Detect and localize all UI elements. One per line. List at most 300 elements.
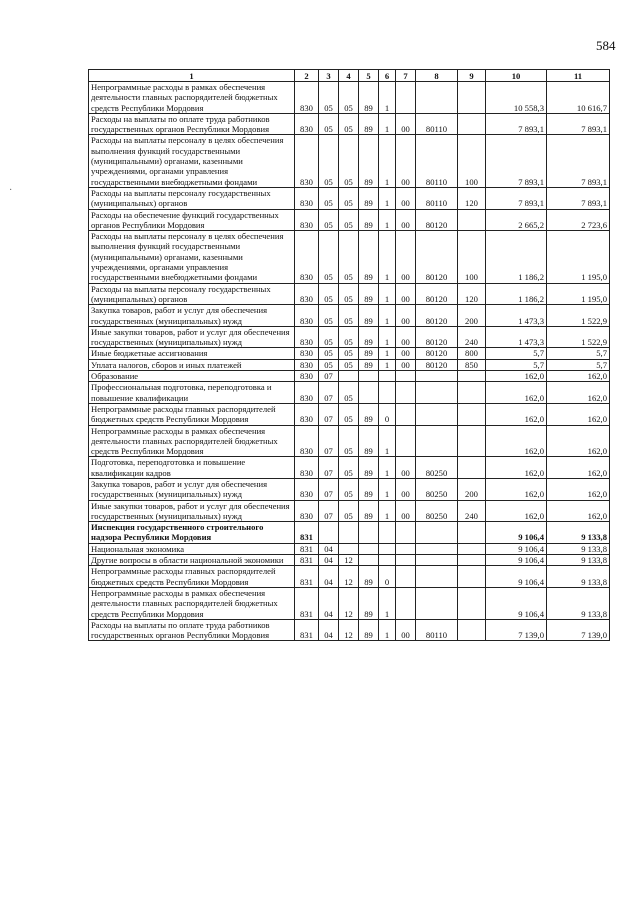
amount-cell: 7 893,1 [547, 187, 610, 209]
code-cell: 05 [319, 113, 339, 135]
amount-cell: 9 106,4 [486, 555, 547, 566]
table-row [89, 403, 610, 425]
amount-cell: 9 106,4 [486, 587, 547, 619]
code-cell: 80250 [416, 478, 458, 500]
row-label: Расходы на выплаты по оплате труда работников государственных органов Республики Мордовия [89, 619, 295, 641]
column-header: 5 [359, 70, 379, 82]
code-cell: 830 [295, 135, 319, 187]
code-cell: 89 [359, 403, 379, 425]
code-cell: 1 [379, 619, 396, 641]
code-cell: 05 [319, 326, 339, 348]
table-row [89, 371, 610, 382]
code-cell [359, 371, 379, 382]
code-cell [416, 587, 458, 619]
row-label: Инспекция государственного строительного надзора Республики Мордовия [89, 522, 295, 544]
code-cell: 05 [339, 359, 359, 370]
amount-cell: 9 133,8 [547, 543, 610, 554]
code-cell [396, 543, 416, 554]
code-cell [396, 382, 416, 404]
code-cell: 05 [339, 187, 359, 209]
code-cell: 89 [359, 425, 379, 457]
amount-cell: 1 473,3 [486, 305, 547, 327]
amount-cell: 2 723,6 [547, 209, 610, 231]
table-row [89, 209, 610, 231]
code-cell [339, 543, 359, 554]
code-cell: 00 [396, 348, 416, 359]
code-cell [458, 457, 486, 479]
code-cell [396, 522, 416, 544]
code-cell: 100 [458, 231, 486, 283]
amount-cell: 1 186,2 [486, 283, 547, 305]
code-cell: 05 [319, 82, 339, 114]
amount-cell: 162,0 [547, 457, 610, 479]
table-row [89, 619, 610, 641]
amount-cell: 162,0 [547, 425, 610, 457]
code-cell: 830 [295, 425, 319, 457]
header-row [89, 70, 610, 82]
code-cell: 00 [396, 305, 416, 327]
amount-cell: 7 893,1 [486, 135, 547, 187]
amount-cell: 1 522,9 [547, 305, 610, 327]
code-cell [359, 382, 379, 404]
code-cell: 89 [359, 283, 379, 305]
code-cell [416, 371, 458, 382]
row-label: Другие вопросы в области национальной экономики [89, 555, 295, 566]
table-row [89, 555, 610, 566]
amount-cell: 2 665,2 [486, 209, 547, 231]
code-cell: 05 [339, 135, 359, 187]
code-cell: 800 [458, 348, 486, 359]
row-label: Непрограммные расходы в рамках обеспечения деятельности главных распорядителей бюджетных средств Республики Мордовия [89, 425, 295, 457]
code-cell: 89 [359, 359, 379, 370]
code-cell: 05 [319, 231, 339, 283]
code-cell [416, 82, 458, 114]
amount-cell: 10 558,3 [486, 82, 547, 114]
code-cell: 05 [339, 478, 359, 500]
code-cell: 04 [319, 587, 339, 619]
code-cell: 830 [295, 457, 319, 479]
code-cell [379, 522, 396, 544]
code-cell: 05 [339, 425, 359, 457]
code-cell: 89 [359, 500, 379, 522]
code-cell [416, 555, 458, 566]
table-row [89, 587, 610, 619]
table-row [89, 382, 610, 404]
code-cell: 05 [339, 326, 359, 348]
code-cell: 80120 [416, 359, 458, 370]
code-cell: 1 [379, 305, 396, 327]
table-row [89, 425, 610, 457]
margin-mark: · [9, 185, 13, 196]
code-cell [458, 82, 486, 114]
code-cell: 831 [295, 587, 319, 619]
amount-cell: 162,0 [547, 478, 610, 500]
amount-cell: 7 893,1 [547, 135, 610, 187]
code-cell: 831 [295, 522, 319, 544]
code-cell: 1 [379, 209, 396, 231]
code-cell: 05 [339, 305, 359, 327]
code-cell: 05 [339, 457, 359, 479]
code-cell [458, 566, 486, 588]
amount-cell: 7 893,1 [547, 113, 610, 135]
column-header: 10 [486, 70, 547, 82]
code-cell [339, 371, 359, 382]
row-label: Национальная экономика [89, 543, 295, 554]
code-cell: 240 [458, 326, 486, 348]
code-cell: 80110 [416, 113, 458, 135]
code-cell: 05 [319, 209, 339, 231]
amount-cell: 162,0 [486, 425, 547, 457]
code-cell: 89 [359, 231, 379, 283]
table-row [89, 348, 610, 359]
row-label: Закупка товаров, работ и услуг для обеспечения государственных (муниципальных) нужд [89, 305, 295, 327]
code-cell: 120 [458, 187, 486, 209]
code-cell: 04 [319, 555, 339, 566]
code-cell: 1 [379, 587, 396, 619]
code-cell: 00 [396, 326, 416, 348]
column-header: 11 [547, 70, 610, 82]
row-label: Расходы на обеспечение функций государственных органов Республики Мордовия [89, 209, 295, 231]
row-label: Уплата налогов, сборов и иных платежей [89, 359, 295, 370]
code-cell: 1 [379, 457, 396, 479]
code-cell [359, 522, 379, 544]
code-cell: 80110 [416, 187, 458, 209]
code-cell: 05 [339, 209, 359, 231]
amount-cell: 5,7 [547, 359, 610, 370]
code-cell: 1 [379, 348, 396, 359]
code-cell: 05 [319, 283, 339, 305]
code-cell [339, 522, 359, 544]
code-cell: 07 [319, 371, 339, 382]
code-cell: 00 [396, 135, 416, 187]
code-cell: 00 [396, 457, 416, 479]
row-label: Расходы на выплаты персоналу государственных (муниципальных) органов [89, 187, 295, 209]
code-cell [458, 209, 486, 231]
code-cell [458, 555, 486, 566]
amount-cell: 7 139,0 [486, 619, 547, 641]
code-cell: 05 [339, 382, 359, 404]
code-cell: 1 [379, 231, 396, 283]
code-cell [396, 587, 416, 619]
row-label: Непрограммные расходы в рамках обеспечения деятельности главных распорядителей бюджетных средств Республики Мордовия [89, 82, 295, 114]
code-cell [359, 555, 379, 566]
table-row [89, 113, 610, 135]
code-cell: 05 [319, 359, 339, 370]
code-cell [458, 522, 486, 544]
code-cell: 05 [339, 500, 359, 522]
code-cell: 1 [379, 425, 396, 457]
code-cell: 00 [396, 231, 416, 283]
code-cell: 00 [396, 283, 416, 305]
code-cell: 80120 [416, 348, 458, 359]
code-cell: 831 [295, 555, 319, 566]
code-cell [359, 543, 379, 554]
code-cell: 05 [339, 113, 359, 135]
code-cell [416, 382, 458, 404]
code-cell: 1 [379, 326, 396, 348]
code-cell: 07 [319, 425, 339, 457]
code-cell: 89 [359, 457, 379, 479]
table-row [89, 522, 610, 544]
amount-cell: 7 139,0 [547, 619, 610, 641]
code-cell: 80120 [416, 231, 458, 283]
amount-cell: 9 106,4 [486, 522, 547, 544]
code-cell [379, 543, 396, 554]
code-cell: 89 [359, 209, 379, 231]
code-cell [396, 566, 416, 588]
code-cell: 00 [396, 113, 416, 135]
code-cell: 830 [295, 209, 319, 231]
table-row [89, 359, 610, 370]
code-cell [416, 566, 458, 588]
code-cell: 850 [458, 359, 486, 370]
code-cell: 00 [396, 209, 416, 231]
row-label: Иные бюджетные ассигнования [89, 348, 295, 359]
table-row [89, 231, 610, 283]
code-cell [458, 371, 486, 382]
code-cell: 1 [379, 359, 396, 370]
row-label: Подготовка, переподготовка и повышение квалификации кадров [89, 457, 295, 479]
column-header: 8 [416, 70, 458, 82]
row-label: Образование [89, 371, 295, 382]
amount-cell: 162,0 [486, 403, 547, 425]
code-cell: 830 [295, 500, 319, 522]
code-cell: 1 [379, 500, 396, 522]
code-cell: 830 [295, 326, 319, 348]
code-cell: 89 [359, 478, 379, 500]
table-row [89, 326, 610, 348]
code-cell: 830 [295, 478, 319, 500]
row-label: Непрограммные расходы главных распорядителей бюджетных средств Республики Мордовия [89, 403, 295, 425]
column-header: 3 [319, 70, 339, 82]
amount-cell: 5,7 [486, 359, 547, 370]
amount-cell: 9 133,8 [547, 522, 610, 544]
code-cell [379, 382, 396, 404]
code-cell: 00 [396, 500, 416, 522]
amount-cell: 1 186,2 [486, 231, 547, 283]
code-cell: 1 [379, 82, 396, 114]
code-cell [416, 425, 458, 457]
code-cell: 80120 [416, 326, 458, 348]
amount-cell: 7 893,1 [486, 113, 547, 135]
code-cell [458, 425, 486, 457]
code-cell: 05 [339, 231, 359, 283]
row-label: Непрограммные расходы главных распорядителей бюджетных средств Республики Мордовия [89, 566, 295, 588]
amount-cell: 162,0 [547, 500, 610, 522]
code-cell: 120 [458, 283, 486, 305]
column-header: 2 [295, 70, 319, 82]
code-cell: 07 [319, 500, 339, 522]
code-cell: 0 [379, 566, 396, 588]
code-cell: 04 [319, 566, 339, 588]
amount-cell: 162,0 [547, 371, 610, 382]
code-cell: 07 [319, 403, 339, 425]
code-cell: 80250 [416, 457, 458, 479]
code-cell: 04 [319, 619, 339, 641]
code-cell: 831 [295, 566, 319, 588]
code-cell [416, 543, 458, 554]
code-cell [396, 82, 416, 114]
code-cell: 830 [295, 82, 319, 114]
code-cell: 830 [295, 359, 319, 370]
table-row [89, 283, 610, 305]
code-cell: 12 [339, 555, 359, 566]
amount-cell: 5,7 [486, 348, 547, 359]
code-cell [319, 522, 339, 544]
code-cell: 831 [295, 619, 319, 641]
amount-cell: 1 522,9 [547, 326, 610, 348]
amount-cell: 1 195,0 [547, 231, 610, 283]
amount-cell: 9 106,4 [486, 566, 547, 588]
code-cell [396, 425, 416, 457]
code-cell: 831 [295, 543, 319, 554]
code-cell: 80120 [416, 305, 458, 327]
table-body [89, 82, 610, 641]
code-cell: 12 [339, 566, 359, 588]
column-header: 1 [89, 70, 295, 82]
amount-cell: 162,0 [486, 478, 547, 500]
row-label: Расходы на выплаты персоналу в целях обеспечения выполнения функций государственными (муниципальными) органами, казенными учреждениями, органами управления государственными внебюджетными фондами [89, 135, 295, 187]
table-row [89, 566, 610, 588]
code-cell: 1 [379, 187, 396, 209]
code-cell: 89 [359, 348, 379, 359]
row-label: Расходы на выплаты по оплате труда работников государственных органов Республики Мордовия [89, 113, 295, 135]
code-cell: 830 [295, 231, 319, 283]
amount-cell: 9 133,8 [547, 555, 610, 566]
row-label: Расходы на выплаты персоналу государственных (муниципальных) органов [89, 283, 295, 305]
amount-cell: 10 616,7 [547, 82, 610, 114]
code-cell: 00 [396, 478, 416, 500]
code-cell: 89 [359, 305, 379, 327]
code-cell [396, 371, 416, 382]
code-cell: 89 [359, 326, 379, 348]
budget-table [88, 69, 610, 641]
code-cell [458, 382, 486, 404]
table-row [89, 82, 610, 114]
code-cell: 200 [458, 305, 486, 327]
code-cell [396, 555, 416, 566]
code-cell [458, 543, 486, 554]
code-cell [379, 555, 396, 566]
code-cell: 05 [319, 348, 339, 359]
amount-cell: 9 106,4 [486, 543, 547, 554]
code-cell: 240 [458, 500, 486, 522]
code-cell: 89 [359, 135, 379, 187]
row-label: Иные закупки товаров, работ и услуг для обеспечения государственных (муниципальных) нужд [89, 326, 295, 348]
table-row [89, 500, 610, 522]
code-cell: 80110 [416, 135, 458, 187]
amount-cell: 162,0 [486, 371, 547, 382]
code-cell: 80120 [416, 283, 458, 305]
row-label: Иные закупки товаров, работ и услуг для обеспечения государственных (муниципальных) нужд [89, 500, 295, 522]
code-cell: 07 [319, 457, 339, 479]
table-row [89, 478, 610, 500]
code-cell: 1 [379, 283, 396, 305]
amount-cell: 9 133,8 [547, 587, 610, 619]
table-row [89, 187, 610, 209]
code-cell: 05 [339, 403, 359, 425]
row-label: Непрограммные расходы в рамках обеспечения деятельности главных распорядителей бюджетных средств Республики Мордовия [89, 587, 295, 619]
code-cell: 05 [339, 348, 359, 359]
column-header: 6 [379, 70, 396, 82]
code-cell: 0 [379, 403, 396, 425]
code-cell: 00 [396, 187, 416, 209]
amount-cell: 162,0 [547, 403, 610, 425]
code-cell: 07 [319, 382, 339, 404]
amount-cell: 162,0 [486, 382, 547, 404]
code-cell: 05 [319, 187, 339, 209]
code-cell: 89 [359, 187, 379, 209]
table-row [89, 543, 610, 554]
code-cell: 200 [458, 478, 486, 500]
amount-cell: 1 195,0 [547, 283, 610, 305]
table-row [89, 305, 610, 327]
amount-cell: 162,0 [486, 457, 547, 479]
code-cell [416, 403, 458, 425]
code-cell: 830 [295, 382, 319, 404]
code-cell: 12 [339, 619, 359, 641]
code-cell: 04 [319, 543, 339, 554]
amount-cell: 7 893,1 [486, 187, 547, 209]
code-cell: 830 [295, 283, 319, 305]
code-cell: 830 [295, 403, 319, 425]
code-cell: 05 [339, 82, 359, 114]
code-cell: 89 [359, 82, 379, 114]
code-cell [396, 403, 416, 425]
amount-cell: 162,0 [486, 500, 547, 522]
code-cell [379, 371, 396, 382]
amount-cell: 1 473,3 [486, 326, 547, 348]
code-cell: 89 [359, 566, 379, 588]
column-header: 7 [396, 70, 416, 82]
code-cell: 830 [295, 113, 319, 135]
column-header: 4 [339, 70, 359, 82]
code-cell: 1 [379, 478, 396, 500]
table-row [89, 457, 610, 479]
code-cell: 07 [319, 478, 339, 500]
code-cell: 05 [319, 305, 339, 327]
code-cell: 80120 [416, 209, 458, 231]
row-label: Профессиональная подготовка, переподготовка и повышение квалификации [89, 382, 295, 404]
code-cell: 80110 [416, 619, 458, 641]
code-cell: 05 [339, 283, 359, 305]
code-cell [458, 113, 486, 135]
code-cell: 830 [295, 305, 319, 327]
code-cell [458, 619, 486, 641]
code-cell: 1 [379, 135, 396, 187]
code-cell: 89 [359, 587, 379, 619]
code-cell: 12 [339, 587, 359, 619]
table-row [89, 135, 610, 187]
code-cell: 830 [295, 371, 319, 382]
page-number: 584 [596, 38, 616, 53]
code-cell: 1 [379, 113, 396, 135]
code-cell [458, 403, 486, 425]
code-cell: 05 [319, 135, 339, 187]
code-cell: 89 [359, 619, 379, 641]
amount-cell: 9 133,8 [547, 566, 610, 588]
code-cell: 830 [295, 187, 319, 209]
amount-cell: 162,0 [547, 382, 610, 404]
row-label: Расходы на выплаты персоналу в целях обеспечения выполнения функций государственными (муниципальными) органами, казенными учреждениями, органами управления государственными внебюджетными фондами [89, 231, 295, 283]
code-cell [416, 522, 458, 544]
code-cell: 00 [396, 359, 416, 370]
code-cell: 100 [458, 135, 486, 187]
row-label: Закупка товаров, работ и услуг для обеспечения государственных (муниципальных) нужд [89, 478, 295, 500]
code-cell [458, 587, 486, 619]
code-cell: 00 [396, 619, 416, 641]
code-cell: 89 [359, 113, 379, 135]
